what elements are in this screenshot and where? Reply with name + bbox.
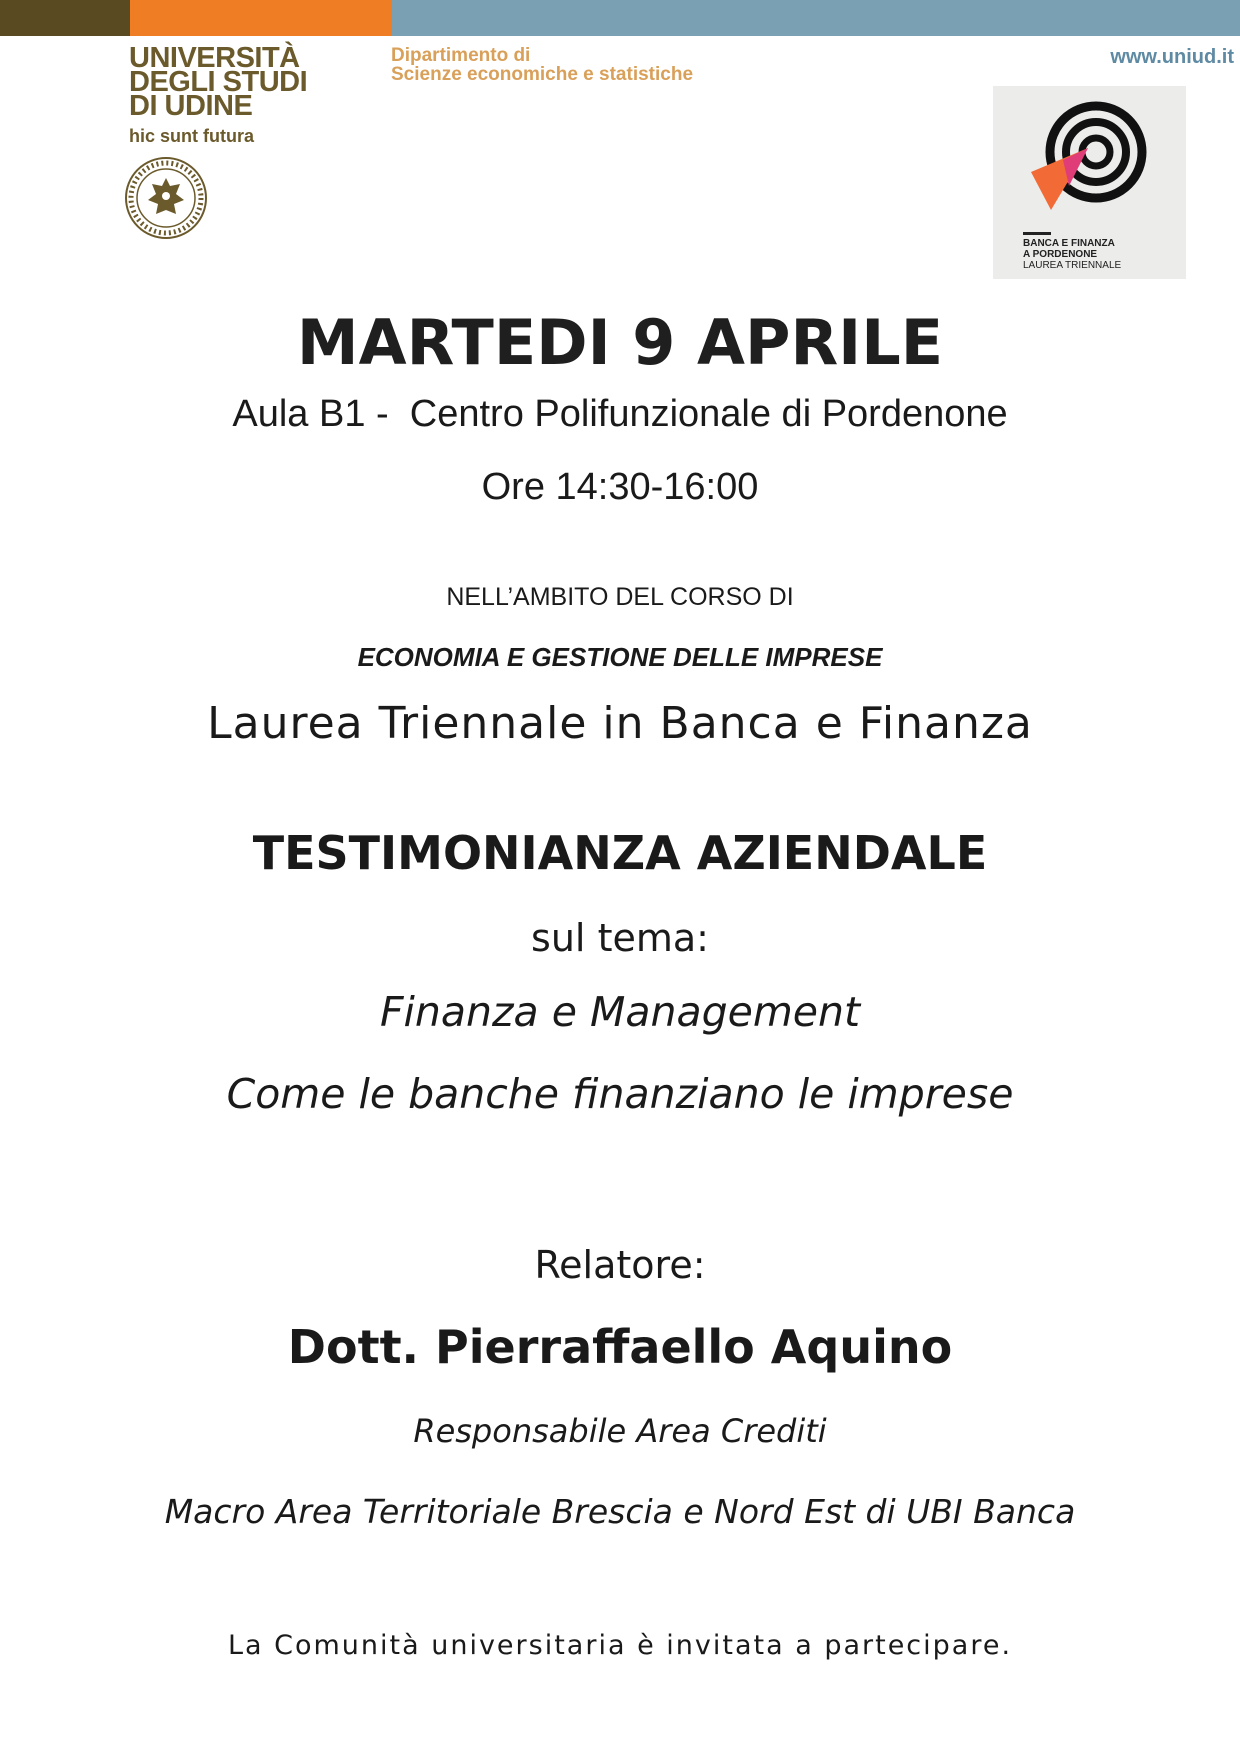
- badge-line-2: A PORDENONE: [1023, 249, 1098, 260]
- degree-name: Laurea Triennale in Banca e Finanza: [207, 698, 1033, 749]
- topic-line-1: Finanza e Management: [379, 988, 861, 1036]
- speaker-label: Relatore:: [534, 1243, 706, 1287]
- speaker-role-1: Responsabile Area Crediti: [413, 1412, 827, 1450]
- badge-line-1: BANCA E FINANZA: [1023, 238, 1115, 249]
- website-link[interactable]: www.uniud.it: [1110, 46, 1234, 68]
- department-line: Dipartimento di: [391, 45, 531, 66]
- course-intro: NELL’AMBITO DEL CORSO DI: [446, 583, 794, 611]
- top-bar-dark-segment: [0, 0, 130, 36]
- degree-badge: [993, 86, 1186, 279]
- event-type: TESTIMONIANZA AZIENDALE: [252, 826, 988, 880]
- course-name: ECONOMIA E GESTIONE DELLE IMPRESE: [357, 642, 883, 672]
- invitation-note: La Comunità universitaria è invitata a partecipare.: [227, 1630, 1013, 1661]
- department-name: [391, 46, 693, 84]
- topic-line-2: Come le banche finanziano le imprese: [226, 1070, 1014, 1118]
- speaker-name: Dott. Pierraffaello Aquino: [287, 1320, 953, 1374]
- badge-rule: [1023, 232, 1051, 235]
- event-date: MARTEDI 9 APRILE: [296, 306, 944, 379]
- event-place: Aula B1 - Centro Polifunzionale di Pordenone: [232, 393, 1008, 435]
- top-bar-blue-segment: [392, 0, 1240, 36]
- department-line: Scienze economiche e statistiche: [391, 64, 694, 85]
- university-name: [129, 42, 308, 122]
- university-seal-icon: [124, 156, 208, 240]
- speaker-role-2: Macro Area Territoriale Brescia e Nord Est di UBI Banca: [164, 1492, 1076, 1531]
- university-name-line: DI UDINE: [129, 90, 253, 122]
- badge-text: [1023, 238, 1121, 271]
- event-time: Ore 14:30-16:00: [481, 466, 759, 508]
- top-color-bar: [0, 0, 1240, 36]
- topic-label: sul tema:: [531, 916, 709, 960]
- university-name-line: DEGLI STUDI: [129, 66, 308, 98]
- top-bar-orange-segment: [130, 0, 392, 36]
- university-motto: hic sunt futura: [129, 126, 254, 146]
- badge-line-3: LAUREA TRIENNALE: [1023, 260, 1122, 271]
- university-name-line: UNIVERSITÀ: [129, 42, 300, 74]
